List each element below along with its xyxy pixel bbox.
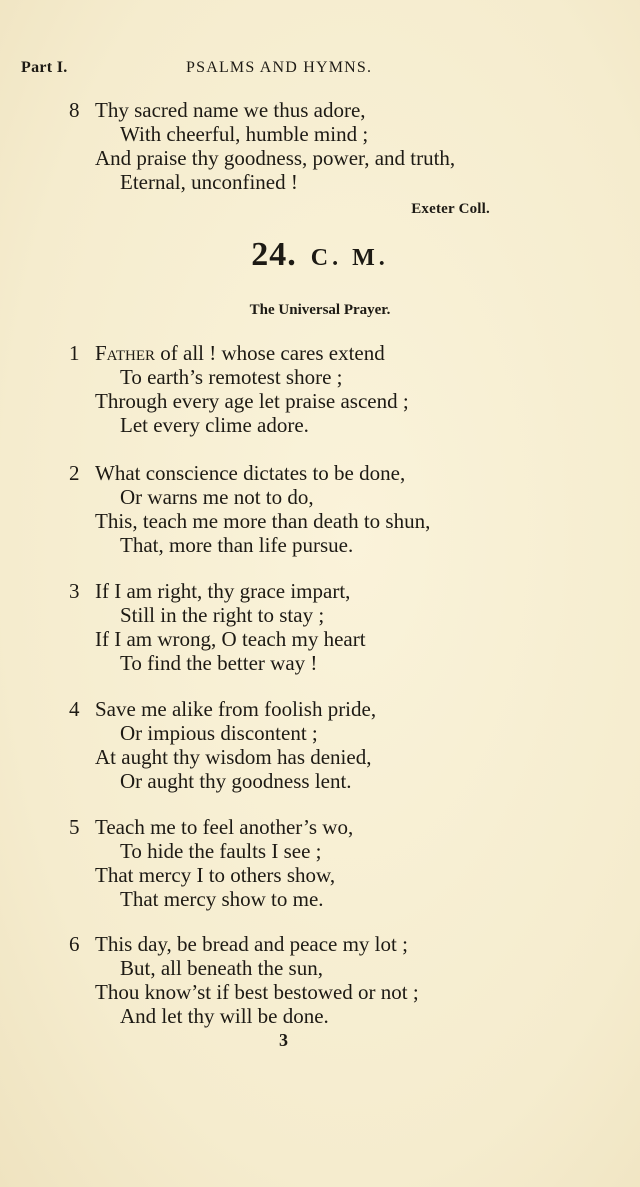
verse-line: This day, be bread and peace my lot ; (95, 932, 408, 956)
hymn-heading (0, 236, 640, 274)
attribution: Exeter Coll. (411, 201, 490, 217)
verse-line: And praise thy goodness, power, and truth, (95, 146, 456, 170)
verse-line: What conscience dictates to be done, (95, 461, 406, 485)
verse-line: That, more than life pursue. (120, 533, 354, 557)
verse-line: That mercy show to me. (120, 887, 324, 911)
verse-line: To hide the faults I see ; (120, 839, 322, 863)
verse-line: Through every age let praise ascend ; (95, 389, 409, 413)
stanza-number: 8 (69, 98, 80, 122)
verse-line: If I am wrong, O teach my heart (95, 627, 366, 651)
stanza-number: 4 (69, 697, 80, 721)
hymn-number: 24. (251, 236, 297, 273)
verse-line: Thou know’st if best bestowed or not ; (95, 980, 419, 1004)
verse-line: To earth’s remotest shore ; (120, 365, 343, 389)
initial-word: Father (95, 341, 156, 365)
running-header-title: PSALMS AND HYMNS. (186, 59, 373, 76)
signature-mark: 3 (279, 1030, 288, 1050)
stanza-number: 2 (69, 461, 80, 485)
verse-line: Let every clime adore. (120, 413, 309, 437)
verse-line (95, 341, 385, 365)
verse-line: Save me alike from foolish pride, (95, 697, 377, 721)
verse-line: But, all beneath the sun, (120, 956, 323, 980)
stanza-number: 3 (69, 579, 80, 603)
verse-line: That mercy I to others show, (95, 863, 336, 887)
verse-line: Or impious discontent ; (120, 721, 318, 745)
verse-line: Eternal, unconfined ! (120, 170, 298, 194)
stanza-number: 6 (69, 932, 80, 956)
verse-line: At aught thy wisdom has denied, (95, 745, 372, 769)
hymn-meter: C. M. (310, 245, 389, 271)
verse-line: Thy sacred name we thus adore, (95, 98, 366, 122)
stanza-number: 1 (69, 341, 80, 365)
verse-line: This, teach me more than death to shun, (95, 509, 431, 533)
stanza-number: 5 (69, 815, 80, 839)
verse-line-rest: of all ! whose cares extend (155, 341, 385, 365)
running-header-part: Part I. (21, 59, 68, 76)
verse-line: With cheerful, humble mind ; (120, 122, 369, 146)
hymn-title: The Universal Prayer. (249, 302, 391, 318)
verse-line: Or aught thy goodness lent. (120, 769, 352, 793)
verse-line: If I am right, thy grace impart, (95, 579, 351, 603)
verse-line: Or warns me not to do, (120, 485, 314, 509)
verse-line: And let thy will be done. (120, 1004, 329, 1028)
verse-line: Teach me to feel another’s wo, (95, 815, 354, 839)
verse-line: Still in the right to stay ; (120, 603, 325, 627)
verse-line: To find the better way ! (120, 651, 318, 675)
